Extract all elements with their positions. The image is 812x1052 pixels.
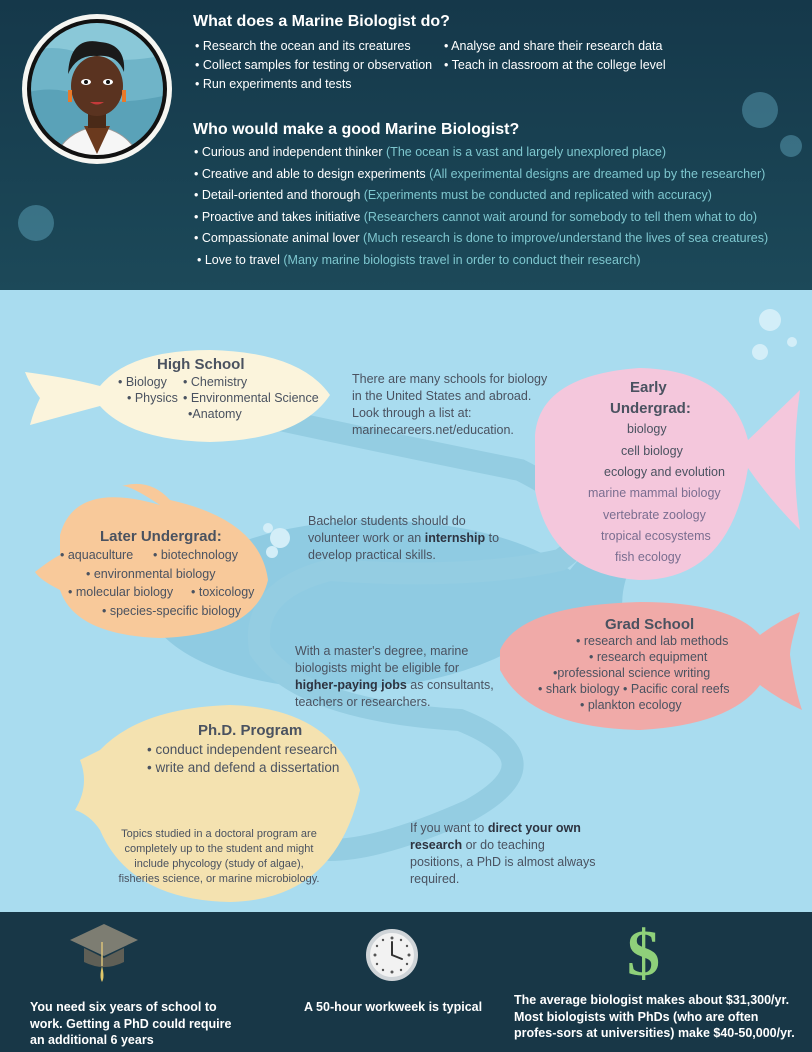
course-item: • toxicology [191,585,255,599]
course-item: • molecular biology [68,585,174,599]
course-item: • environmental biology [86,567,216,581]
course-item: • Biology [118,375,167,389]
course-item: • aquaculture [60,548,134,562]
early-undergrad-title-2: Undergrad: [610,400,691,417]
course-item: • Physics [127,391,178,405]
phd-item: • write and defend a dissertation [147,760,340,775]
bubble [742,92,778,128]
question-what-do: What does a Marine Biologist do? [193,13,450,30]
duty-item: • Research the ocean and its creatures [195,39,411,53]
trait-item: • Curious and independent thinker (The ocean is a vast and largely unexplored place) [194,145,667,159]
course-item: vertebrate zoology [603,508,706,522]
trait-item: • Love to travel (Many marine biologists travel in order to conduct their research) [197,253,641,267]
trait-item: • Compassionate animal lover (Much research is done to improve/understand the lives of sea creatures) [194,231,769,245]
course-item: • shark biology • Pacific coral reefs [538,682,730,696]
course-item: • research equipment [589,650,708,664]
education-path-section [0,290,812,912]
school-years-fact: You need six years of school to work. Getting a PhD could require an additional 6 years [30,1000,232,1047]
course-item: •Anatomy [188,407,242,421]
duty-item: • Run experiments and tests [195,77,352,91]
marine-biologist-portrait-icon [22,14,172,164]
phd-title: Ph.D. Program [198,722,303,739]
course-item: • Chemistry [183,375,248,389]
early-undergrad-title-1: Early [630,379,667,396]
workweek-fact: A 50-hour workweek is typical [304,1000,483,1014]
trait-item: • Proactive and takes initiative (Researchers cannot wait around for somebody to tell them what to do) [194,210,758,224]
course-item: tropical ecosystems [601,529,711,543]
course-item: marine mammal biology [588,486,721,500]
later-undergrad-title: Later Undergrad: [100,528,222,545]
graduation-cap-icon [68,922,140,987]
avatar [22,14,172,164]
phd-item: • conduct independent research [147,742,338,757]
course-item: biology [627,422,667,436]
duty-item: • Teach in classroom at the college level [444,58,666,72]
course-item: •professional science writing [553,666,711,680]
trait-item: • Creative and able to design experiments (All experimental designs are dreamed up by the researcher) [194,167,766,181]
internship-note: Bachelor students should do volunteer work or an internship to develop practical skills. [308,514,500,562]
schools-note: There are many schools for biology in the United States and abroad. Look through a list at: marinecareers.net/education. [352,372,548,437]
duty-item: • Analyse and share their research data [444,39,663,53]
course-item: fish ecology [615,550,682,564]
course-item: • biotechnology [153,548,238,562]
dollar-icon: $ [627,917,660,990]
bubble [780,135,802,157]
high-school-title: High School [157,356,245,373]
course-item: • species-specific biology [102,604,242,618]
trait-item: • Detail-oriented and thorough (Experiments must be conducted and replicated with accuracy) [194,188,712,202]
phd-required-note: If you want to direct your own research or do teaching positions, a PhD is almost always required. [410,821,596,886]
course-item: • plankton ecology [580,698,682,712]
bubble [18,205,54,241]
course-item: cell biology [621,444,683,458]
question-who-would: Who would make a good Marine Biologist? [193,121,520,138]
course-item: • Environmental Science [183,391,319,405]
duty-item: • Collect samples for testing or observation [195,58,433,72]
footer-facts [0,912,812,1052]
clock-icon [365,928,419,982]
grad-school-title: Grad School [605,616,695,633]
course-item: ecology and evolution [604,465,725,479]
masters-note: With a master's degree, marine biologists might be eligible for higher-paying jobs as consultants, teachers or researchers. [295,644,494,709]
phd-topics-note: Topics studied in a doctoral program are completely up to the student and might include phycology (study of algae), fisheries science, or marine microbiology. [118,828,320,885]
course-item: • research and lab methods [576,634,729,648]
header-section [0,0,812,290]
salary-fact: The average biologist makes about $31,300/yr. Most biologists with PhDs (who are often profes-sors at universities) make $40-50,000/yr. [514,993,795,1040]
